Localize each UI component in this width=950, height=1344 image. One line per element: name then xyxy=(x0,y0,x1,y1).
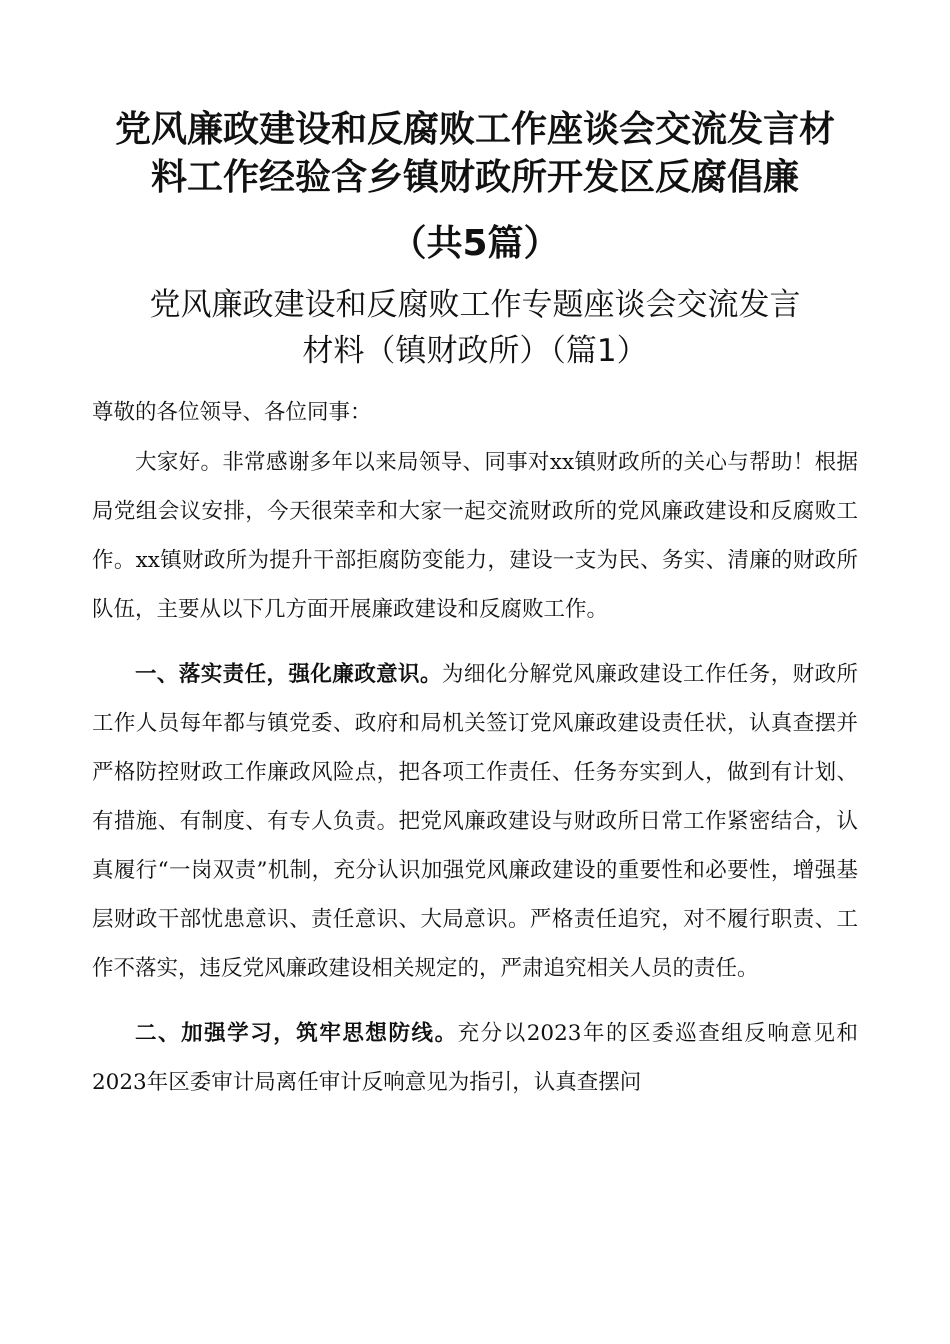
paragraph-section-2-heading: 二、加强学习，筑牢思想防线。 xyxy=(135,1021,458,1046)
paragraph-section-1-heading: 一、落实责任，强化廉政意识。 xyxy=(135,662,442,687)
section-title-line-2: 材料（镇财政所）（篇1） xyxy=(302,333,648,369)
title-article-count: （共5篇） xyxy=(390,223,560,264)
salutation: 尊敬的各位领导、各位同事： xyxy=(92,400,372,425)
title-line-2: 料工作经验含乡镇财政所开发区反腐倡廉 xyxy=(150,157,799,198)
section-title-line-1: 党风廉政建设和反腐败工作专题座谈会交流发言 xyxy=(149,287,801,323)
section-title xyxy=(92,282,858,374)
document-title xyxy=(92,106,858,268)
paragraph-intro xyxy=(92,438,858,634)
paragraph-section-2-text: 充分以2023年的区委巡查组反响意见和2023年区委审计局离任审计反响意见为指引，认真查摆问 xyxy=(92,1021,858,1095)
paragraph-section-1 xyxy=(92,650,858,993)
title-line-1: 党风廉政建设和反腐败工作座谈会交流发言材 xyxy=(114,109,835,150)
paragraph-section-2 xyxy=(92,1009,858,1107)
paragraph-section-1-text: 为细化分解党风廉政建设工作任务，财政所工作人员每年都与镇党委、政府和局机关签订党风廉政建设责任状，认真查摆并严格防控财政工作廉政风险点，把各项工作责任、任务夯实到人，做到有计划、有措施、有制度、有专人负责。把党风廉政建设与财政所日常工作紧密结合，认真履行“一岗双责”机制，充分认识加强党风廉政建设的重要性和必要性，增强基层财政干部忧患意识、责任意识、大局意识。严格责任追究，对不履行职责、工作不落实，违反党风廉政建设相关规定的，严肃追究相关人员的责任。 xyxy=(92,662,858,981)
paragraph-intro-text: 大家好。非常感谢多年以来局领导、同事对xx镇财政所的关心与帮助！根据局党组会议安排，今天很荣幸和大家一起交流财政所的党风廉政建设和反腐败工作。xx镇财政所为提升干部拒腐防变能力，建设一支为民、务实、清廉的财政所队伍，主要从以下几方面开展廉政建设和反腐败工作。 xyxy=(92,450,858,622)
